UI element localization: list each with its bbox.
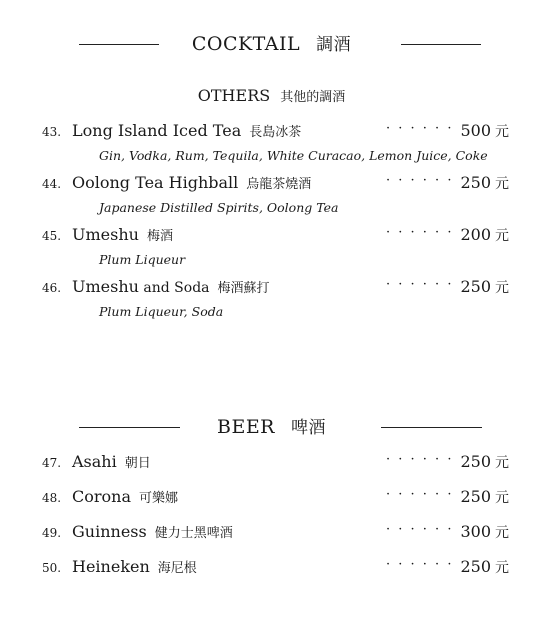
item-number: 45. xyxy=(42,229,62,243)
item-name-en: Asahi xyxy=(72,452,117,471)
item-price-unit: 元 xyxy=(495,455,509,471)
item-number: 44. xyxy=(42,177,62,191)
item-number: 46. xyxy=(42,281,62,295)
item-price-value: 300 xyxy=(460,522,491,541)
item-leader-dots: · · · · · · xyxy=(386,487,454,502)
item-price xyxy=(460,487,509,507)
item-price-unit: 元 xyxy=(495,228,509,244)
item-name-cn: 梅酒蘇打 xyxy=(217,281,270,296)
item-name-cn: 海尼根 xyxy=(157,561,197,576)
item-name xyxy=(72,522,233,541)
item-name-en: Guinness xyxy=(72,522,147,541)
item-price-value: 250 xyxy=(460,173,491,192)
item-name xyxy=(72,277,270,296)
item-price-unit: 元 xyxy=(495,176,509,192)
item-price xyxy=(460,452,509,472)
item-name xyxy=(72,452,151,471)
item-number: 43. xyxy=(42,125,62,139)
item-leader-dots: · · · · · · xyxy=(386,557,454,572)
item-name-cn: 朝日 xyxy=(124,456,151,471)
item-description: Japanese Distilled Spirits, Oolong Tea xyxy=(99,200,339,215)
item-price-value: 250 xyxy=(460,557,491,576)
cocktail-title xyxy=(0,30,543,55)
item-leader-dots: · · · · · · xyxy=(386,173,454,188)
item-price-unit: 元 xyxy=(495,124,509,140)
cocktail-title-en: COCKTAIL xyxy=(191,33,301,55)
menu-item xyxy=(0,225,543,249)
item-name-en: Long Island Iced Tea xyxy=(72,121,242,140)
beer-title-en: BEER xyxy=(216,416,275,438)
menu-item xyxy=(0,173,543,197)
item-price-value: 500 xyxy=(460,121,491,140)
item-number: 50. xyxy=(42,561,62,575)
item-name-cn: 長島冰茶 xyxy=(249,125,302,140)
beer-title-cn: 啤酒 xyxy=(291,418,326,438)
item-description: Gin, Vodka, Rum, Tequila, White Curacao, Lemon Juice, Coke xyxy=(99,148,488,163)
item-name-cn: 烏龍茶燒酒 xyxy=(246,177,312,192)
menu-item xyxy=(0,277,543,301)
cocktail-section-header xyxy=(0,30,543,60)
item-leader-dots: · · · · · · xyxy=(386,225,454,240)
item-price xyxy=(460,277,509,297)
others-title-en: OTHERS xyxy=(197,86,271,105)
menu-item xyxy=(0,557,543,581)
item-description: Plum Liqueur, Soda xyxy=(99,304,224,319)
item-name-cn: 可樂娜 xyxy=(139,491,179,506)
menu-item xyxy=(0,121,543,145)
item-price-unit: 元 xyxy=(495,490,509,506)
item-name-cn: 健力士黑啤酒 xyxy=(154,526,233,541)
cocktail-title-cn: 調酒 xyxy=(316,35,352,55)
others-title-cn: 其他的調酒 xyxy=(280,90,346,105)
item-name-en-suffix: and Soda xyxy=(138,280,210,296)
item-number: 48. xyxy=(42,491,62,505)
item-price xyxy=(460,557,509,577)
item-price-value: 250 xyxy=(460,452,491,471)
item-price-value: 200 xyxy=(460,225,491,244)
item-name xyxy=(72,121,301,140)
item-leader-dots: · · · · · · xyxy=(386,121,454,136)
item-price xyxy=(460,121,509,141)
item-name-cn: 梅酒 xyxy=(146,229,173,244)
item-leader-dots: · · · · · · xyxy=(386,522,454,537)
item-name-en: Oolong Tea Highball xyxy=(72,173,239,192)
item-price-value: 250 xyxy=(460,277,491,296)
item-name xyxy=(72,487,178,506)
item-name xyxy=(72,173,311,192)
item-price-unit: 元 xyxy=(495,560,509,576)
item-price-unit: 元 xyxy=(495,280,509,296)
item-leader-dots: · · · · · · xyxy=(386,277,454,292)
item-price xyxy=(460,225,509,245)
item-number: 47. xyxy=(42,456,62,470)
item-name xyxy=(72,225,173,244)
item-price xyxy=(460,173,509,193)
menu-item xyxy=(0,487,543,511)
item-price-unit: 元 xyxy=(495,525,509,541)
header-rule-right xyxy=(401,44,481,45)
beer-section-header xyxy=(0,413,543,443)
item-name xyxy=(72,557,197,576)
menu-item xyxy=(0,522,543,546)
item-name-en: Corona xyxy=(72,487,131,506)
item-name-en: Heineken xyxy=(72,557,150,576)
others-subsection-title xyxy=(0,86,543,105)
item-price-value: 250 xyxy=(460,487,491,506)
item-number: 49. xyxy=(42,526,62,540)
item-leader-dots: · · · · · · xyxy=(386,452,454,467)
item-description: Plum Liqueur xyxy=(99,252,186,267)
item-price xyxy=(460,522,509,542)
beer-title xyxy=(0,413,543,438)
header-rule-right xyxy=(381,427,482,428)
item-name-en: Umeshu xyxy=(72,225,139,244)
menu-item xyxy=(0,452,543,476)
item-name-en: Umeshu xyxy=(72,277,139,296)
